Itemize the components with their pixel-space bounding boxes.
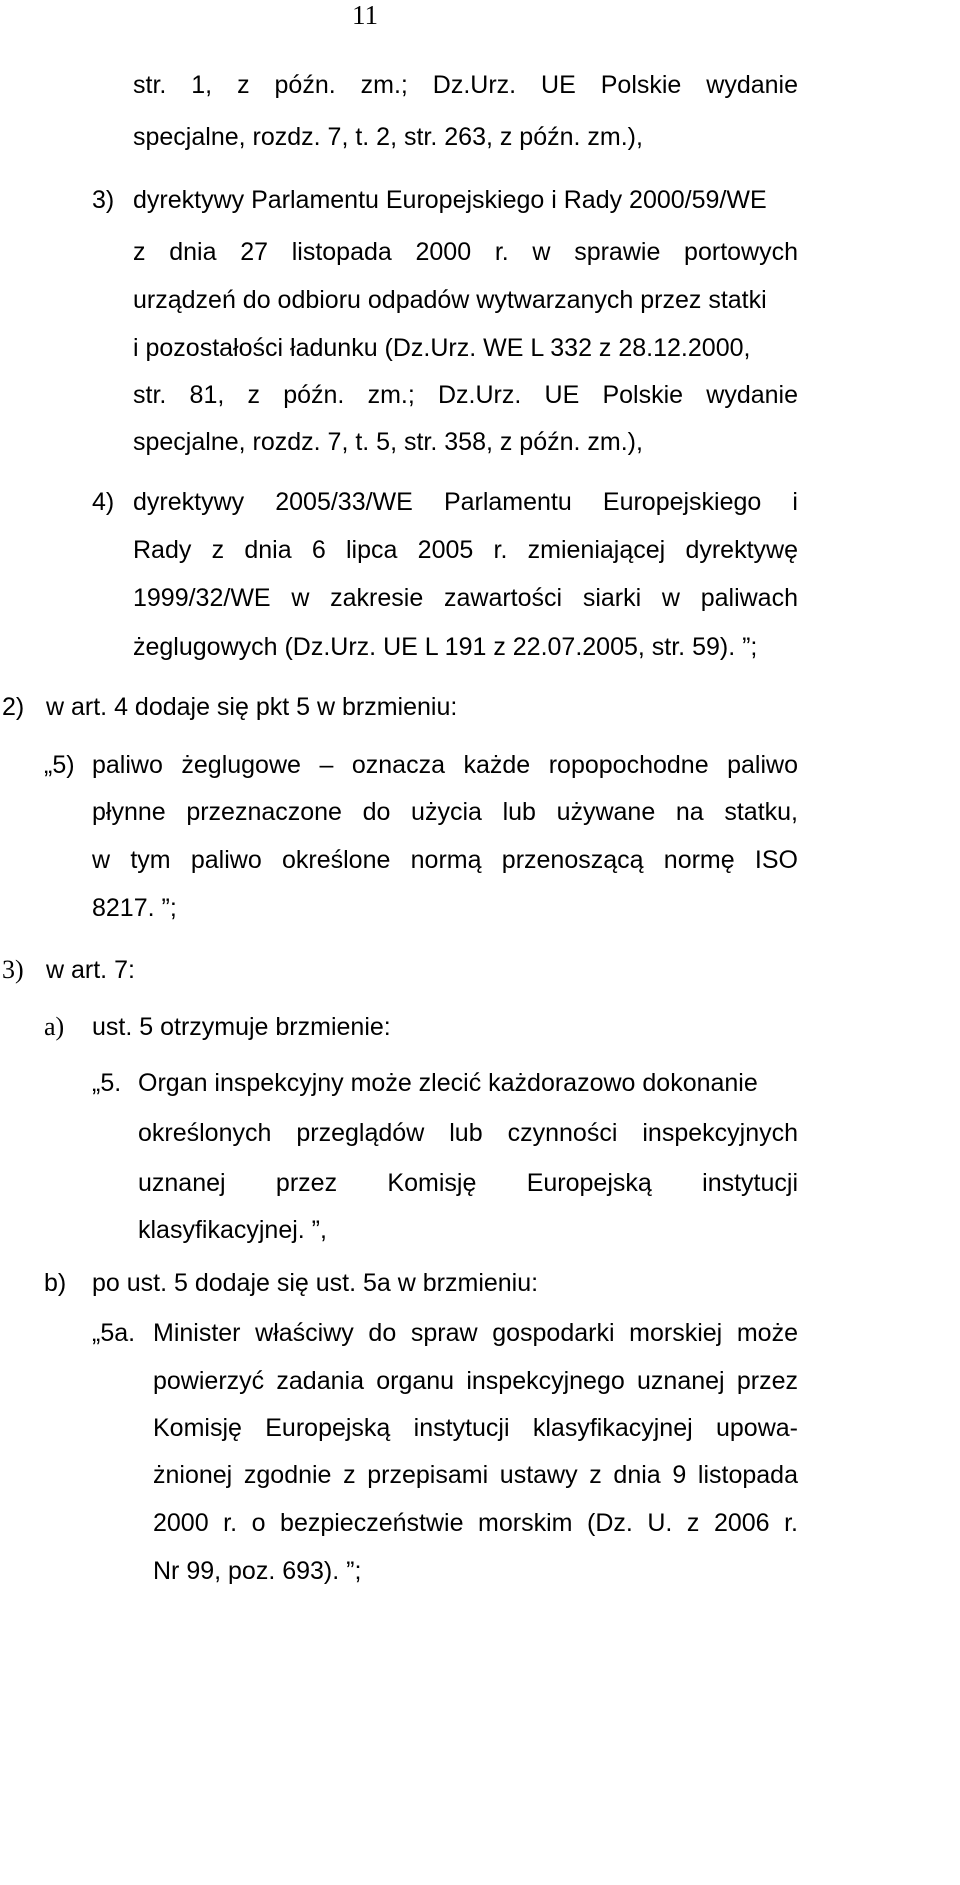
text-line: z dnia 27 listopada 2000 r. w sprawie portowych (133, 238, 798, 266)
list-marker: „5a. (92, 1319, 136, 1347)
text-line: w art. 4 dodaje się pkt 5 w brzmieniu: (46, 693, 458, 721)
text-line: płynne przeznaczone do użycia lub używane na statku, (92, 798, 798, 826)
list-marker: „5) (44, 751, 75, 779)
page-number: 11 (352, 0, 378, 30)
text-line: powierzyć zadania organu inspekcyjnego uznanej przez (153, 1367, 798, 1395)
text-line: w art. 7: (46, 956, 135, 984)
text-line: str. 81, z późn. zm.; Dz.Urz. UE Polskie wydanie (133, 381, 798, 409)
text-line: Nr 99, poz. 693). ”; (153, 1557, 362, 1585)
text-line: Komisję Europejską instytucji klasyfikacyjnej upowa- (153, 1414, 798, 1442)
text-line: żeglugowych (Dz.Urz. UE L 191 z 22.07.2005, str. 59). ”; (133, 633, 758, 661)
text-line: str. 1, z późn. zm.; Dz.Urz. UE Polskie wydanie (133, 71, 798, 99)
text-line: i pozostałości ładunku (Dz.Urz. WE L 332 z 28.12.2000, (133, 334, 751, 362)
text-line: Rady z dnia 6 lipca 2005 r. zmieniającej dyrektywę (133, 536, 798, 564)
list-marker: 3) (92, 186, 115, 214)
text-line: uznanej przez Komisję Europejską instytucji (138, 1169, 798, 1197)
list-marker: 2) (2, 693, 25, 721)
text-line: 2000 r. o bezpieczeństwie morskim (Dz. U. z 2006 r. (153, 1509, 798, 1537)
list-marker: a) (44, 1012, 65, 1041)
list-marker: „5. (92, 1069, 122, 1097)
text-line: klasyfikacyjnej. ”, (138, 1216, 327, 1244)
text-line: dyrektywy 2005/33/WE Parlamentu Europejskiego i (133, 488, 798, 516)
text-line: w tym paliwo określone normą przenoszącą normę ISO (92, 846, 798, 874)
text-line: paliwo żeglugowe – oznacza każde ropopochodne paliwo (92, 751, 798, 779)
text-line: po ust. 5 dodaje się ust. 5a w brzmieniu: (92, 1269, 539, 1297)
text-line: określonych przeglądów lub czynności inspekcyjnych (138, 1119, 798, 1147)
text-line: 1999/32/WE w zakresie zawartości siarki w paliwach (133, 584, 798, 612)
text-line: specjalne, rozdz. 7, t. 5, str. 358, z późn. zm.), (133, 428, 643, 456)
text-line: Minister właściwy do spraw gospodarki morskiej może (153, 1319, 798, 1347)
text-line: specjalne, rozdz. 7, t. 2, str. 263, z późn. zm.), (133, 123, 643, 151)
text-line: urządzeń do odbioru odpadów wytwarzanych przez statki (133, 286, 767, 314)
text-line: Organ inspekcyjny może zlecić każdorazowo dokonanie (138, 1069, 758, 1097)
list-marker: b) (44, 1269, 67, 1297)
text-line: dyrektywy Parlamentu Europejskiego i Rady 2000/59/WE (133, 186, 767, 214)
list-marker: 3) (2, 955, 24, 984)
text-line: ust. 5 otrzymuje brzmienie: (92, 1013, 391, 1041)
list-marker: 4) (92, 488, 115, 516)
text-line: 8217. ”; (92, 894, 177, 922)
text-line: żnionej zgodnie z przepisami ustawy z dnia 9 listopada (153, 1461, 798, 1489)
